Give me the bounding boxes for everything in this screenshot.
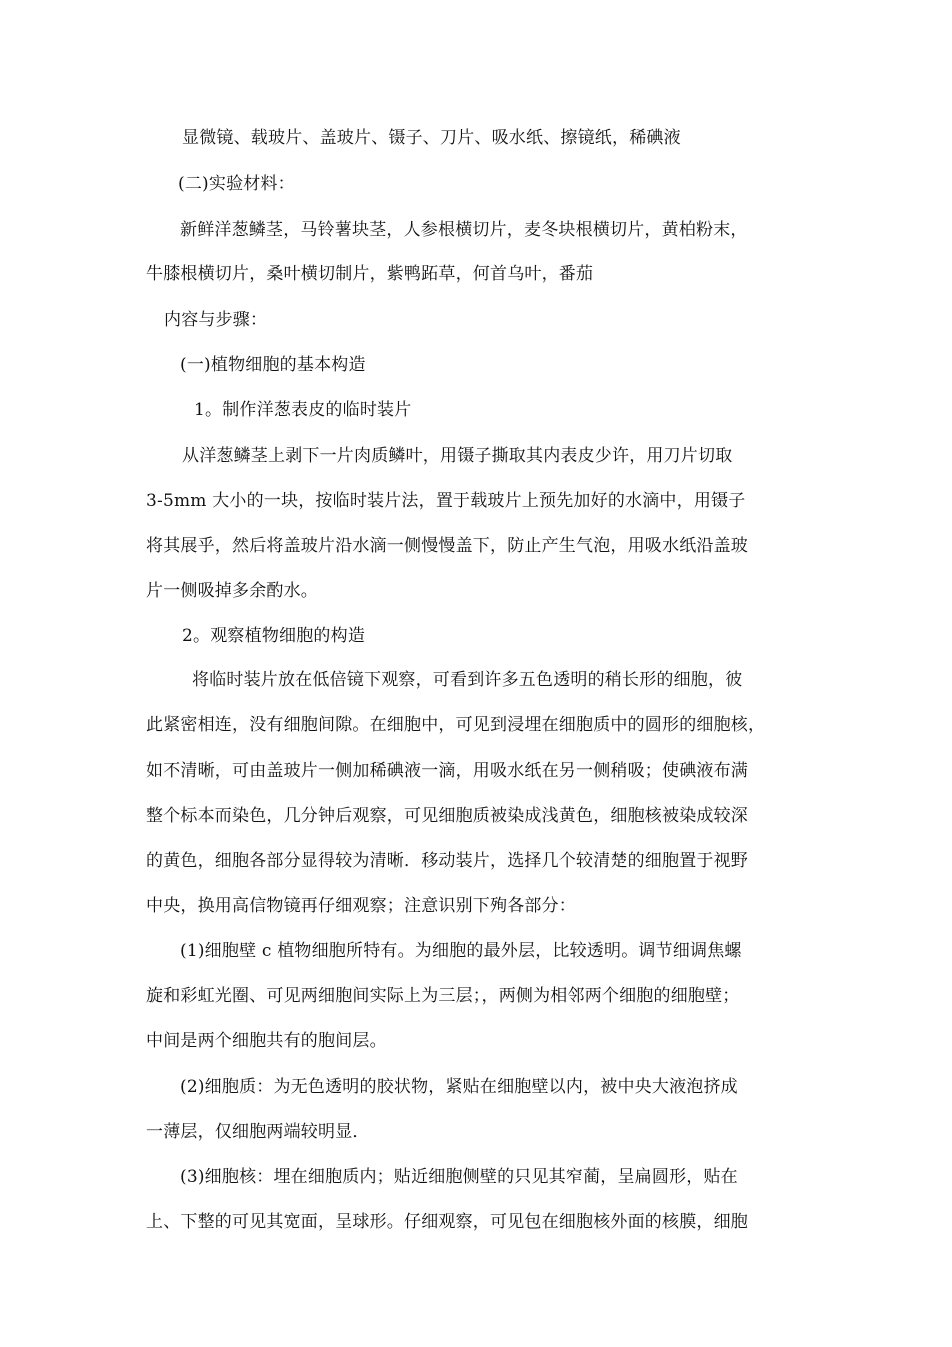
text-line-nucleus-2: 上、下整的可见其宽面，呈球形。仔细观察，可见包在细胞核外面的核膜，细胞: [146, 1212, 748, 1232]
text-line-cytoplasm-1: (2)细胞质：为无色透明的胶状物，紧贴在细胞壁以内，被中央大液泡挤成: [180, 1077, 738, 1097]
text-line-materials-1: 新鲜洋葱鳞茎，马铃薯块茎，人参根横切片，麦冬块根横切片，黄柏粉末，: [180, 220, 748, 240]
section-heading-cell-structure: (一)植物细胞的基本构造: [180, 355, 366, 375]
text-line-materials-2: 牛膝根横切片，桑叶横切制片，紫鸭跖草，何首乌叶，番茄: [146, 264, 594, 284]
text-line-cell-wall-1: (1)细胞壁 c 植物细胞所特有。为细胞的最外层，比较透明。调节细调焦螺: [180, 941, 742, 961]
text-line-step2-4: 整个标本而染色，几分钟后观察，可见细胞质被染成浅黄色，细胞核被染成较深: [146, 806, 748, 826]
section-heading-content-steps: 内容与步骤：: [164, 310, 268, 330]
text-line-step2-3: 如不清晰，可由盖玻片一侧加稀碘液一滴，用吸水纸在另一侧稍吸；使碘液布满: [146, 761, 748, 781]
text-line-cytoplasm-2: 一薄层，仅细胞两端较明显．: [146, 1122, 370, 1142]
section-heading-materials: (二)实验材料：: [178, 174, 295, 194]
text-line-step2-6: 中央，换用高信物镜再仔细观察；注意识别下殉各部分：: [146, 896, 576, 916]
text-line-nucleus-1: (3)细胞核：埋在细胞质内；贴近细胞侧壁的只见其窄蔺，呈扁圆形，贴在: [180, 1167, 738, 1187]
text-line-step1-4: 片一侧吸掉多余酌水。: [146, 581, 318, 601]
text-line-step2-5: 的黄色，细胞各部分显得较为清晰．移动装片，选择几个较清楚的细胞置于视野: [146, 851, 748, 871]
text-line-cell-wall-3: 中间是两个细胞共有的胞间层。: [146, 1031, 387, 1051]
step-heading-1: 1。制作洋葱表皮的临时装片: [194, 400, 412, 420]
step-heading-2: 2。观察植物细胞的构造: [182, 626, 366, 646]
text-line-step1-3: 将其展乎，然后将盖玻片沿水滴一侧慢慢盖下，防止产生气泡，用吸水纸沿盖玻: [146, 536, 748, 556]
text-line-step1-1: 从洋葱鳞茎上剥下一片肉质鳞叶，用镊子撕取其内表皮少许，用刀片切取: [182, 446, 733, 466]
text-line-cell-wall-2: 旋和彩虹光圈、可见两细胞间实际上为三层；，两侧为相邻两个细胞的细胞壁；: [146, 986, 740, 1006]
text-line-step2-1: 将临时装片放在低倍镜下观察，可看到许多五色透明的稍长形的细胞，彼: [192, 670, 743, 690]
text-line-step2-2: 此紧密相连，没有细胞间隙。在细胞中，可见到浸埋在细胞质中的圆形的细胞核，: [146, 715, 766, 735]
text-line-equipment: 显微镜、载玻片、盖玻片、镊子、刀片、吸水纸、擦镜纸，稀碘液: [182, 128, 681, 148]
text-line-step1-2: 3-5mm 大小的一块，按临时装片法，置于载玻片上预先加好的水滴中，用镊子: [146, 491, 746, 511]
